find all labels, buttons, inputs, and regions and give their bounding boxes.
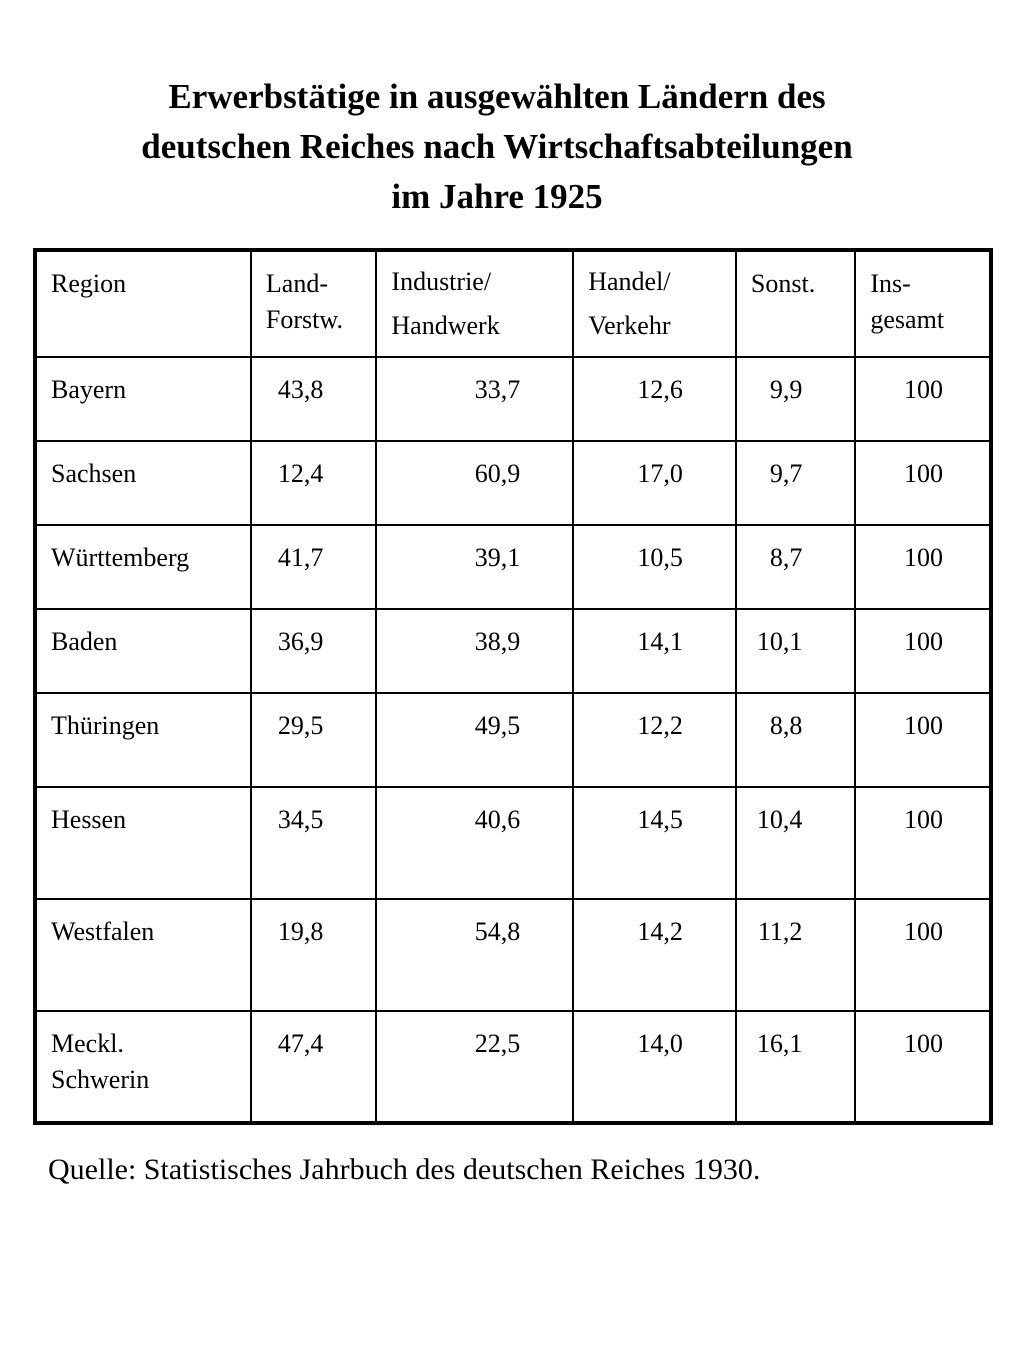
- table-row: [35, 357, 991, 441]
- region-cell: [35, 609, 251, 693]
- value-cell-land: 36,9: [251, 609, 377, 693]
- value-cell-gesamt: 100: [855, 787, 991, 899]
- region-name: Schwerin: [51, 1065, 150, 1094]
- value-cell-gesamt: 100: [855, 525, 991, 609]
- value-cell-handel: 14,2: [573, 899, 736, 1011]
- value-cell-land: 34,5: [251, 787, 377, 899]
- value-cell-industrie: 40,6: [376, 787, 573, 899]
- value-cell-handel: 12,2: [573, 693, 736, 787]
- value-cell-gesamt: 100: [855, 357, 991, 441]
- region-cell: [35, 441, 251, 525]
- document-title: [0, 72, 994, 222]
- region-name: Thüringen: [51, 711, 160, 740]
- value-cell-land: 19,8: [251, 899, 377, 1011]
- value-cell-handel: 17,0: [573, 441, 736, 525]
- value-cell-gesamt: 100: [855, 441, 991, 525]
- value-cell-sonst: 9,7: [736, 441, 856, 525]
- value-cell-sonst: 10,1: [736, 609, 856, 693]
- table-row: [35, 441, 991, 525]
- region-cell: [35, 357, 251, 441]
- value-cell-industrie: 38,9: [376, 609, 573, 693]
- value-cell-industrie: 39,1: [376, 525, 573, 609]
- value-cell-industrie: 54,8: [376, 899, 573, 1011]
- value-cell-industrie: 33,7: [376, 357, 573, 441]
- region-name: Württemberg: [51, 543, 190, 572]
- source-note: Quelle: Statistisches Jahrbuch des deutschen Reiches 1930.: [48, 1153, 761, 1186]
- table-row: [35, 1011, 991, 1123]
- title-line-2: deutschen Reiches nach Wirtschaftsabteilungen: [141, 127, 853, 166]
- region-name: Bayern: [51, 375, 127, 404]
- value-cell-industrie: 49,5: [376, 693, 573, 787]
- title-line-1: Erwerbstätige in ausgewählten Ländern des: [168, 77, 826, 116]
- value-cell-industrie: 60,9: [376, 441, 573, 525]
- employment-table: [33, 248, 993, 1125]
- region-name: Meckl.: [51, 1029, 124, 1058]
- table-body: [35, 357, 991, 1123]
- value-cell-land: 12,4: [251, 441, 377, 525]
- region-cell: [35, 787, 251, 899]
- value-cell-sonst: 9,9: [736, 357, 856, 441]
- region-name: Sachsen: [51, 459, 137, 488]
- value-cell-land: 43,8: [251, 357, 377, 441]
- region-cell: [35, 1011, 251, 1123]
- table-row: [35, 899, 991, 1011]
- value-cell-land: 41,7: [251, 525, 377, 609]
- region-cell: [35, 693, 251, 787]
- value-cell-industrie: 22,5: [376, 1011, 573, 1123]
- value-cell-sonst: 8,8: [736, 693, 856, 787]
- header-sonst: Sonst.: [736, 250, 856, 357]
- value-cell-handel: 14,0: [573, 1011, 736, 1123]
- value-cell-gesamt: 100: [855, 693, 991, 787]
- value-cell-handel: 12,6: [573, 357, 736, 441]
- value-cell-handel: 10,5: [573, 525, 736, 609]
- region-name: Westfalen: [51, 917, 155, 946]
- value-cell-gesamt: 100: [855, 1011, 991, 1123]
- region-name: Hessen: [51, 805, 127, 834]
- table-row: [35, 609, 991, 693]
- header-handel-verkehr: Handel/ Verkehr: [573, 250, 736, 357]
- value-cell-land: 29,5: [251, 693, 377, 787]
- region-cell: [35, 899, 251, 1011]
- value-cell-gesamt: 100: [855, 609, 991, 693]
- value-cell-gesamt: 100: [855, 899, 991, 1011]
- table-row: [35, 693, 991, 787]
- header-insgesamt: Ins- gesamt: [855, 250, 991, 357]
- table-row: [35, 787, 991, 899]
- value-cell-handel: 14,1: [573, 609, 736, 693]
- value-cell-sonst: 16,1: [736, 1011, 856, 1123]
- region-cell: [35, 525, 251, 609]
- header-industrie-handwerk: Industrie/ Handwerk: [376, 250, 573, 357]
- value-cell-sonst: 10,4: [736, 787, 856, 899]
- value-cell-land: 47,4: [251, 1011, 377, 1123]
- value-cell-handel: 14,5: [573, 787, 736, 899]
- header-region: Region: [35, 250, 251, 357]
- value-cell-sonst: 8,7: [736, 525, 856, 609]
- table-header-row: [35, 250, 991, 357]
- header-land-forstw: Land- Forstw.: [251, 250, 377, 357]
- title-line-3: im Jahre 1925: [391, 177, 603, 216]
- table-row: [35, 525, 991, 609]
- value-cell-sonst: 11,2: [736, 899, 856, 1011]
- region-name: Baden: [51, 627, 118, 656]
